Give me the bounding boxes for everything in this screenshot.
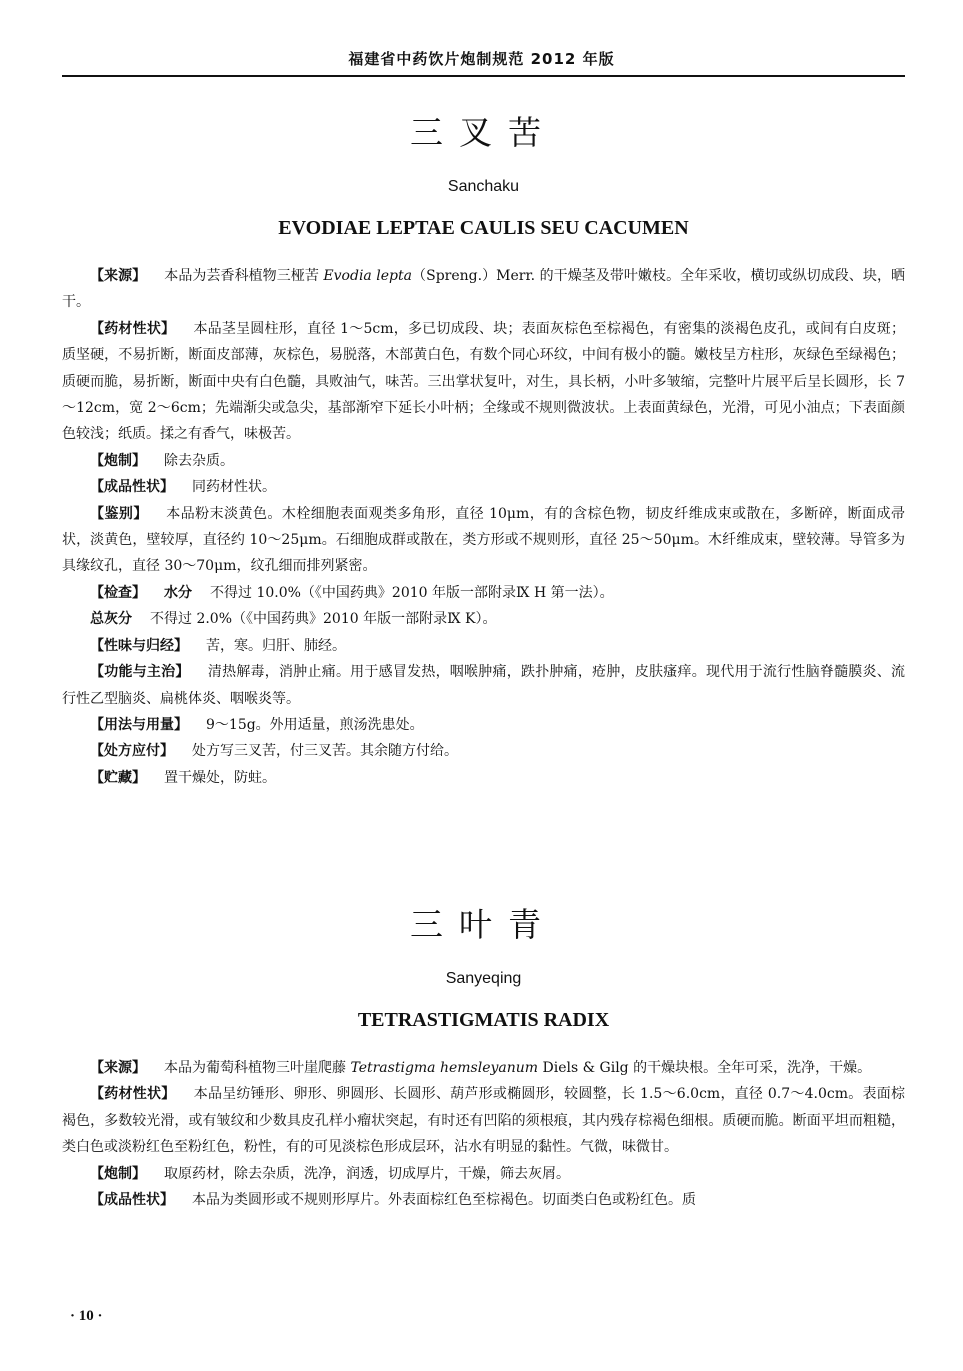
entry-text: 处方写三叉苦，付三叉苦。其余随方付给。: [192, 743, 458, 760]
entry-processing: [62, 448, 905, 474]
monograph-pinyin: Sanchaku: [447, 178, 520, 195]
entry-identification: [62, 501, 905, 580]
entry-usage: [62, 712, 905, 738]
page-number: · 10 ·: [70, 1308, 103, 1324]
species-name: Tetrastigma hemsleyanum: [350, 1060, 539, 1076]
monograph-sanchaku: [62, 106, 905, 791]
entry-text: 置干燥处，防蛀。: [164, 769, 276, 786]
entry-material: [62, 1081, 905, 1160]
entry-material: [62, 316, 905, 448]
monograph-sanyeqing: [62, 898, 905, 1213]
entry-text: （Spreng.）Merr. 的干燥茎及带叶嫩枝。全年采收，横切或纵切成段、块，晒干。: [62, 268, 906, 311]
entry-source: [62, 263, 905, 316]
entry-text: 本品粉末淡黄色。木栓细胞表面观类多角形，直径 10μm，有的含棕色物，韧皮纤维成束或散在，多断碎，断面成帚状，淡黄色，壁较厚，直径约 10～25μm。石细胞成群或散在，类方形或不规则形，直径 25～50μm。木纤维成束，壁较薄。导管多为具缘纹孔，直径 30～70μm，纹孔细而排列紧密。: [62, 505, 906, 575]
monograph-title: 三叶青: [410, 905, 557, 944]
monograph-entries: [62, 263, 905, 791]
entry-text: 不得过 2.0%（《中国药典》2010 年版一部附录Ⅸ K）。: [150, 611, 497, 628]
entry-label: 【用法与用量】: [90, 716, 188, 733]
entry-sublabel: 总灰分: [90, 611, 132, 628]
entry-text: 不得过 10.0%（《中国药典》2010 年版一部附录Ⅸ H 第一法）。: [210, 584, 614, 601]
entry-text: Diels & Gilg 的干燥块根。全年可采，洗净，干燥。: [538, 1060, 872, 1076]
entry-label: 【检查】: [90, 584, 146, 601]
entry-text: 本品为类圆形或不规则形厚片。外表面棕红色至棕褐色。切面类白色或粉红色。质: [192, 1192, 696, 1209]
entry-label: 【药材性状】: [90, 320, 176, 337]
entry-function: [62, 659, 905, 712]
monograph-entries: [62, 1055, 905, 1213]
entry-text: 本品茎呈圆柱形，直径 1～5cm，多已切成段、块；表面灰棕色至棕褐色，有密集的淡褐色皮孔，或间有白皮斑；质坚硬，不易折断，断面皮部薄，灰棕色，易脱落，木部黄白色，有数个同心环纹，中间有极小的髓。嫩枝呈方柱形，灰绿色至绿褐色；质硬而脆，易折断，断面中央有白色髓，具败油气，味苦。三出掌状复叶，对生，具长柄，小叶多皱缩，完整叶片展平后呈长圆形，长 7～12cm，宽 2～6cm；先端渐尖或急尖，基部渐窄下延长小叶柄；全缘或不规则微波状。上表面黄绿色，光滑，可见小油点；下表面颜色较浅；纸质。揉之有香气，味极苦。: [62, 320, 905, 443]
monograph-latin-name: TETRASTIGMATIS RADIX: [357, 1009, 610, 1031]
entry-label: 【炮制】: [90, 1165, 146, 1182]
entry-nature: [62, 633, 905, 659]
running-head: 福建省中药饮片炮制规范 2012 年版: [348, 50, 615, 68]
species-name: Evodia lepta: [323, 268, 412, 284]
entry-label: 【炮制】: [90, 452, 146, 469]
header-rule: [62, 75, 905, 77]
entry-text: 苦，寒。归肝、肺经。: [206, 637, 346, 654]
entry-label: 【药材性状】: [90, 1086, 176, 1103]
entry-storage: [62, 765, 905, 791]
entry-text: 清热解毒，消肿止痛。用于感冒发热，咽喉肿痛，跌扑肿痛，疮肿，皮肤瘙痒。现代用于流行性脑脊髓膜炎、流行性乙型脑炎、扁桃体炎、咽喉炎等。: [62, 664, 905, 707]
entry-text: 本品呈纺锤形、卵形、卵圆形、长圆形、葫芦形或椭圆形，较圆整，长 1.5～6.0cm，直径 0.7～4.0cm。表面棕褐色，多数较光滑，或有皱纹和少数具皮孔样小瘤状突起，有时还有凹陷的须根痕，其内残存棕褐色细根。质硬而脆。断面平坦而粗糙，类白色或淡粉红色至粉红色，粉性，有的可见淡棕色形成层环，沾水有明显的黏性。气微，味微甘。: [62, 1086, 905, 1156]
entry-product: [62, 474, 905, 500]
entry-text: 本品为葡萄科植物三叶崖爬藤: [164, 1060, 351, 1076]
entry-label: 【鉴别】: [90, 505, 148, 522]
entry-text: 除去杂质。: [164, 452, 234, 469]
monograph-pinyin: Sanyeqing: [445, 970, 522, 987]
entry-label: 【来源】: [90, 1060, 146, 1076]
entry-sublabel: 水分: [164, 584, 192, 601]
monograph-title: 三叉苦: [410, 113, 557, 152]
entry-product: [62, 1187, 905, 1213]
monograph-latin-name: EVODIAE LEPTAE CAULIS SEU CACUMEN: [278, 217, 689, 239]
entry-text: 9～15g。外用适量，煎汤洗患处。: [206, 716, 424, 733]
entry-label: 【处方应付】: [90, 743, 174, 760]
entry-prescription: [62, 738, 905, 764]
entry-label: 【来源】: [90, 268, 147, 284]
entry-text: 同药材性状。: [192, 479, 276, 496]
entry-processing: [62, 1161, 905, 1187]
entry-label: 【功能与主治】: [90, 664, 190, 681]
entry-inspection: [62, 580, 905, 606]
entry-inspection-ash: [62, 606, 905, 632]
entry-text: 取原药材，除去杂质，洗净，润透，切成厚片，干燥，筛去灰屑。: [164, 1165, 570, 1182]
entry-text: 本品为芸香科植物三桠苦: [164, 268, 324, 284]
entry-source: [62, 1055, 905, 1081]
entry-label: 【性味与归经】: [90, 637, 188, 654]
entry-label: 【成品性状】: [90, 1192, 174, 1209]
entry-label: 【成品性状】: [90, 479, 174, 496]
entry-label: 【贮藏】: [90, 769, 146, 786]
